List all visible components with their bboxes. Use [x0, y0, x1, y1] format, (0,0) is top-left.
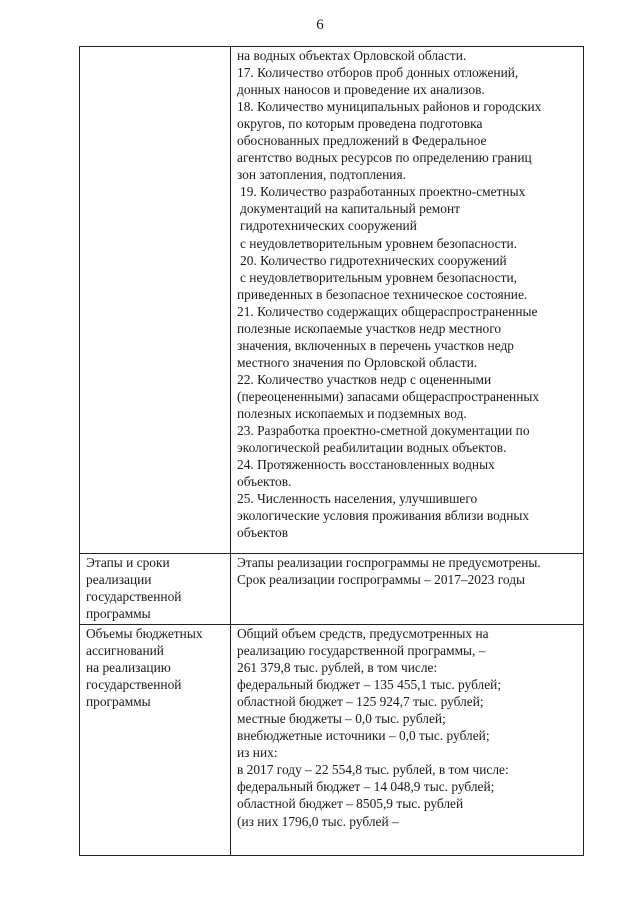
indicator-line: экологической реабилитации водных объектов. [237, 440, 507, 456]
row-label-line: на реализацию [86, 660, 171, 676]
budget-line: из них: [237, 745, 278, 761]
row-label-line: Этапы и сроки [86, 555, 170, 570]
stages-text: Этапы реализации госпрограммы не предусмотрены. [237, 555, 541, 570]
row-label-line: государственной [86, 677, 182, 693]
table-row-stages-and-terms [80, 554, 584, 625]
indicator-line: значения, включенных в перечень участков недр [237, 337, 514, 353]
indicator-line: приведенных в безопасное техническое состояние. [237, 286, 528, 302]
indicator-line: агентство водных ресурсов по определению границ [237, 150, 532, 166]
budget-regional: областной бюджет – 125 924,7 тыс. рублей; [237, 694, 484, 710]
indicator-line: обоснованных предложений в Федеральное [237, 133, 487, 149]
indicator-20: 20. Количество гидротехнических сооружений [240, 252, 507, 268]
budget-2017-total: в 2017 году – 22 554,8 тыс. рублей, в том числе: [237, 762, 509, 778]
indicator-23: 23. Разработка проектно-сметной документации по [237, 423, 530, 439]
row-label-line: государственной [86, 589, 182, 605]
table-row-indicators-continued [80, 47, 584, 554]
stages-label-cell [80, 554, 231, 625]
row-label-line: программы [86, 694, 151, 710]
indicator-line: донных наносов и проведение их анализов. [237, 82, 485, 98]
row-label-line: реализации [86, 572, 152, 588]
indicator-line: зон затопления, подтопления. [237, 167, 406, 183]
indicators-list-cell [231, 47, 584, 554]
budget-label-cell [80, 625, 231, 856]
row-label-line: ассигнований [86, 643, 164, 659]
indicator-19: 19. Количество разработанных проектно-сметных [240, 184, 526, 200]
budget-content-cell [231, 625, 584, 856]
budget-total: 261 379,8 тыс. рублей, в том числе: [237, 660, 438, 676]
term-text: Срок реализации госпрограммы – 2017–2023 годы [237, 572, 526, 588]
stages-content-cell [231, 554, 584, 625]
indicator-line: (переоцененными) запасами общераспространенных [237, 388, 540, 404]
indicator-21: 21. Количество содержащих общераспространенные [237, 303, 538, 319]
row-label-cell [80, 47, 231, 554]
budget-federal: федеральный бюджет – 135 455,1 тыс. рублей; [237, 677, 502, 693]
indicator-line: местного значения по Орловской области. [237, 354, 478, 370]
indicator-line: объектов. [237, 474, 292, 490]
budget-line: (из них 1796,0 тыс. рублей – [237, 813, 399, 829]
indicator-line: округов, по которым проведена подготовка [237, 116, 483, 132]
page-number: 6 [316, 17, 324, 33]
program-passport-table [79, 46, 584, 856]
indicator-24: 24. Протяженность восстановленных водных [237, 457, 495, 473]
indicator-line: с неудовлетворительным уровнем безопасности, [240, 269, 517, 285]
indicator-line: с неудовлетворительным уровнем безопасности. [240, 235, 517, 251]
indicator-line: гидротехнических сооружений [240, 218, 417, 234]
budget-line: реализацию государственной программы, – [237, 643, 486, 659]
indicator-22: 22. Количество участков недр с оцененными [237, 371, 492, 387]
table-row-budget-allocations [80, 625, 584, 856]
indicator-18: 18. Количество муниципальных районов и городских [237, 99, 542, 115]
indicator-17: 17. Количество отборов проб донных отложений, [237, 65, 519, 81]
budget-2017-regional: областной бюджет – 8505,9 тыс. рублей [237, 796, 464, 812]
row-label-line: Объемы бюджетных [86, 626, 203, 641]
indicator-line: экологические условия проживания вблизи водных [237, 508, 530, 524]
budget-extrabudgetary: внебюджетные источники – 0,0 тыс. рублей; [237, 728, 490, 744]
indicator-line: документаций на капитальный ремонт [240, 201, 460, 217]
indicator-25: 25. Численность населения, улучшившего [237, 491, 478, 507]
row-label-line: программы [86, 606, 151, 622]
indicator-line: объектов [237, 525, 289, 541]
indicator-line: полезные ископаемые участков недр местного [237, 320, 502, 336]
budget-line: Общий объем средств, предусмотренных на [237, 626, 489, 641]
indicator-line: на водных объектах Орловской области. [237, 48, 467, 63]
indicator-line: полезных ископаемых и подземных вод. [237, 405, 467, 421]
budget-2017-federal: федеральный бюджет – 14 048,9 тыс. рублей; [237, 779, 495, 795]
budget-local: местные бюджеты – 0,0 тыс. рублей; [237, 711, 446, 727]
